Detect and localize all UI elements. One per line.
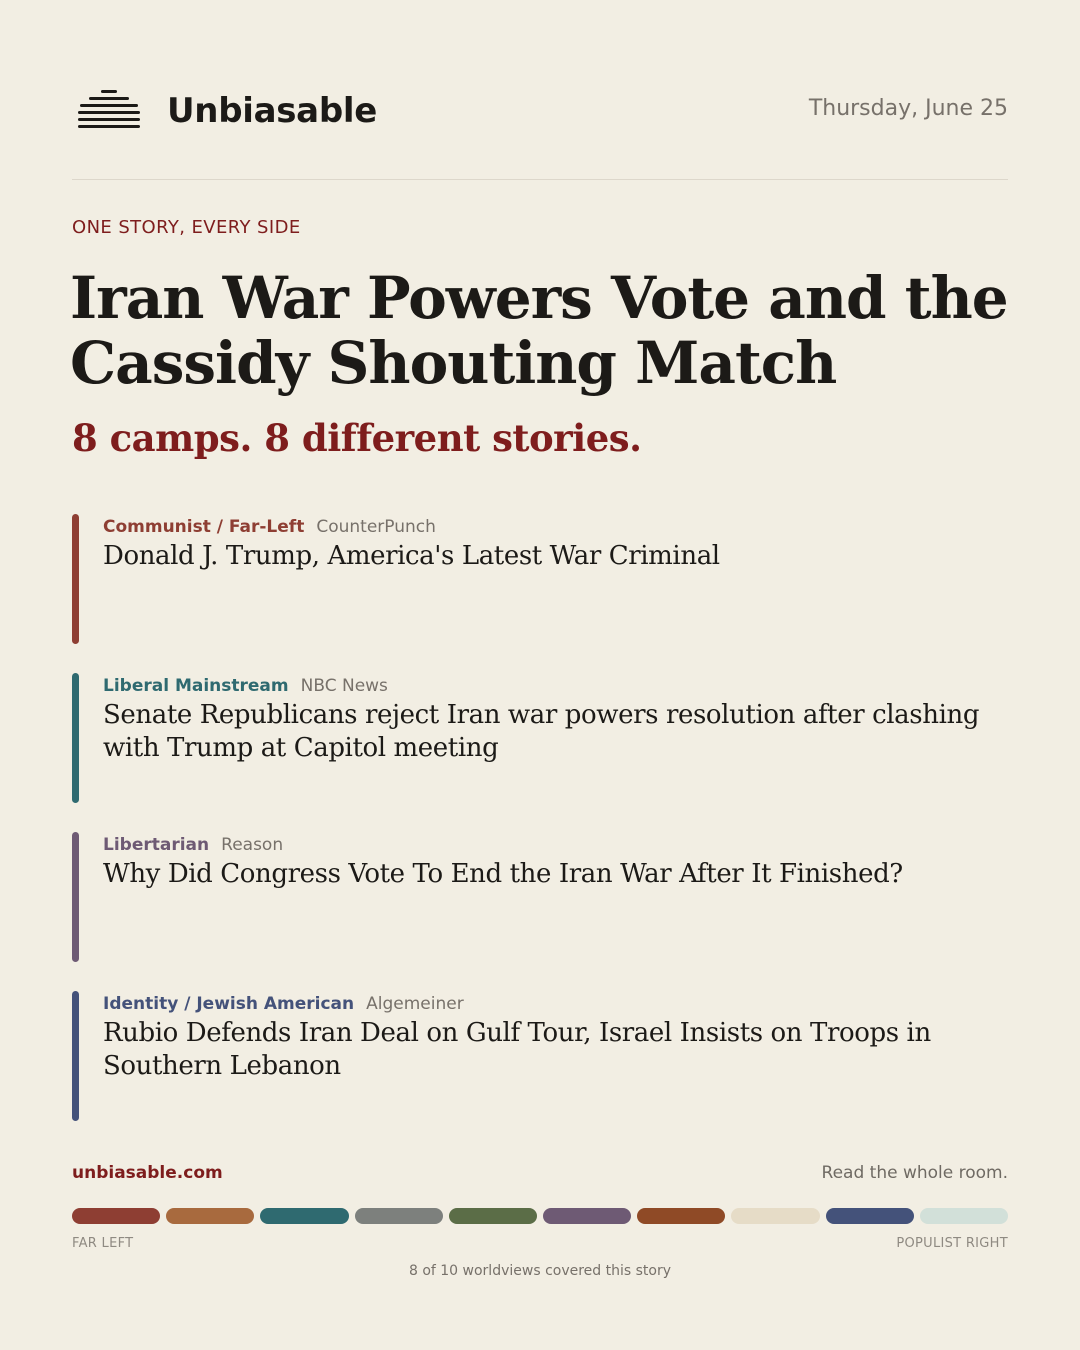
worldview-spectrum xyxy=(72,1208,1008,1224)
spectrum-right-label: POPULIST RIGHT xyxy=(896,1236,1008,1251)
spectrum-segment xyxy=(543,1208,631,1224)
coverage-note: 8 of 10 worldviews covered this story xyxy=(408,1263,672,1279)
story-card[interactable] xyxy=(72,514,1008,644)
spectrum-segment xyxy=(166,1208,254,1224)
camp-label: Communist / Far-Left xyxy=(103,517,305,537)
story-card[interactable] xyxy=(72,991,1008,1121)
camp-label: Libertarian xyxy=(103,835,210,855)
spectrum-segment xyxy=(260,1208,348,1224)
story-meta xyxy=(103,517,436,537)
story-meta xyxy=(103,994,464,1014)
story-meta xyxy=(103,676,388,696)
spectrum-segment xyxy=(449,1208,537,1224)
source-label: NBC News xyxy=(300,676,388,696)
spectrum-left-label: FAR LEFT xyxy=(72,1236,134,1251)
spectrum-segment xyxy=(637,1208,725,1224)
camp-color-bar xyxy=(72,673,79,803)
story-meta xyxy=(103,835,283,855)
story-headline: Iran War Powers Vote and the Cassidy Shouting Match xyxy=(70,264,1008,397)
spectrum-segment xyxy=(826,1208,914,1224)
site-url-link[interactable]: unbiasable.com xyxy=(72,1163,223,1183)
story-card[interactable] xyxy=(72,673,1008,803)
spectrum-segment xyxy=(731,1208,819,1224)
camp-color-bar xyxy=(72,991,79,1121)
source-label: Algemeiner xyxy=(366,994,464,1014)
masthead xyxy=(72,80,1008,144)
story-title[interactable]: Senate Republicans reject Iran war powers resolution after clashing with Trump at Capitol meeting xyxy=(103,700,980,763)
issue-date: Thursday, June 25 xyxy=(808,96,1008,121)
story-title[interactable]: Donald J. Trump, America's Latest War Criminal xyxy=(103,541,720,571)
story-title[interactable]: Why Did Congress Vote To End the Iran War After It Finished? xyxy=(103,859,903,889)
camp-color-bar xyxy=(72,832,79,962)
section-kicker: ONE STORY, EVERY SIDE xyxy=(72,217,301,238)
source-label: Reason xyxy=(221,835,284,855)
story-subhead: 8 camps. 8 different stories. xyxy=(72,416,642,460)
spectrum-segment xyxy=(355,1208,443,1224)
story-card[interactable] xyxy=(72,832,1008,962)
camp-label: Identity / Jewish American xyxy=(103,994,355,1014)
spectrum-segment xyxy=(920,1208,1008,1224)
source-label: CounterPunch xyxy=(316,517,436,537)
camp-label: Liberal Mainstream xyxy=(103,676,289,696)
stacked-lines-icon xyxy=(78,90,140,132)
story-title[interactable]: Rubio Defends Iran Deal on Gulf Tour, Israel Insists on Troops in Southern Lebanon xyxy=(103,1018,931,1081)
header-divider xyxy=(72,179,1008,180)
camp-color-bar xyxy=(72,514,79,644)
spectrum-segment xyxy=(72,1208,160,1224)
tagline: Read the whole room. xyxy=(821,1163,1008,1183)
brand-name[interactable]: Unbiasable xyxy=(167,91,377,131)
